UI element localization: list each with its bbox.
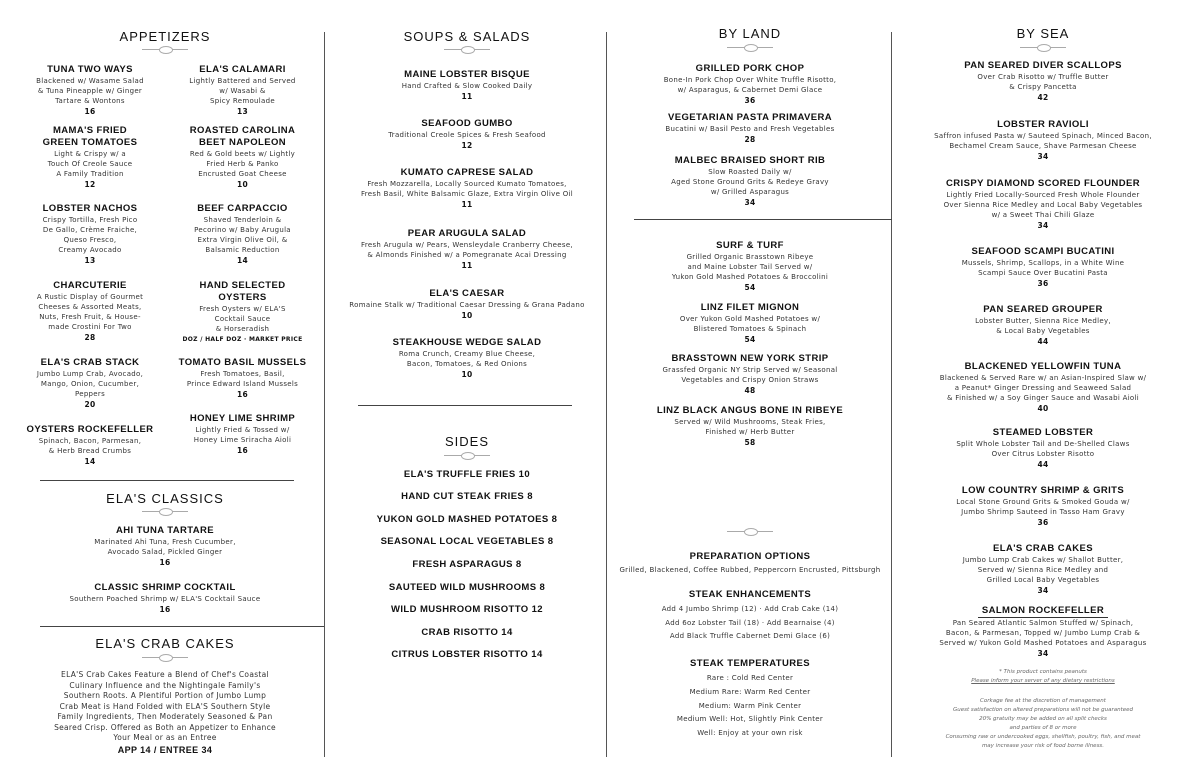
item-price: 16 <box>84 107 96 116</box>
sea-heading: BY SEA <box>1016 26 1070 41</box>
item-name: SEAFOOD SCAMPI BUCATINI <box>971 246 1115 257</box>
preparation-heading: PREPARATION OPTIONS <box>689 551 811 562</box>
item-description: Bucatini w/ Basil Pesto and Fresh Vegetables <box>665 125 835 133</box>
menu-item <box>893 485 1193 528</box>
item-name: HONEY LIME SHRIMP <box>189 413 296 424</box>
menu-item <box>893 304 1193 347</box>
temperature-line: Medium Rare: Warm Red Center <box>689 687 811 696</box>
item-name: ELA'S CAESAR <box>429 288 505 299</box>
item-name: STEAMED LOBSTER <box>992 427 1094 438</box>
menu-item <box>893 361 1193 414</box>
section-divider <box>40 480 294 481</box>
item-description: Saffron infused Pasta w/ Sauteed Spinach, Minced Bacon, Bechamel Cream Sauce, Shave Parmesan Cheese <box>934 132 1152 150</box>
item-name: LINZ FILET MIGNON <box>700 302 800 313</box>
item-name: MAINE LOBSTER BISQUE <box>404 69 530 80</box>
allergy-footnote: Please inform your server of any dietary restrictions <box>971 678 1115 684</box>
item-price: 16 <box>236 390 249 399</box>
column-divider <box>606 32 607 757</box>
item-price: DOZ / HALF DOZ · MARKET PRICE <box>182 336 303 343</box>
item-price: 34 <box>744 198 756 207</box>
item-description: ELA'S Crab Cakes Feature a Blend of Chef's Coastal Culinary Influence and the Nightingale Family's Southern Roots. A Plentiful Portion of Jumbo Lump Crab Meat is Hand Folded with ELA'S Southern Style Family Ingredients, Then Moderately Seasoned & Pan Seared Crisp. Offered as Both an Appetizer to Enhance Your Meal or as an Entree <box>54 670 276 742</box>
menu-item <box>893 605 1193 659</box>
enhancements-heading: STEAK ENHANCEMENTS <box>688 589 812 600</box>
temperature-line: Rare : Cold Red Center <box>706 674 794 682</box>
menu-item <box>165 203 320 266</box>
item-name: TOMATO BASIL MUSSELS <box>178 357 307 368</box>
side-item: ELA'S TRUFFLE FRIES 10 <box>403 469 531 480</box>
item-price: 10 <box>236 180 249 189</box>
item-name: ELA'S CALAMARI <box>199 64 286 75</box>
item-name: LOBSTER NACHOS <box>42 203 138 214</box>
preparation-list: Grilled, Blackened, Coffee Rubbed, Peppercorn Encrusted, Pittsburgh <box>619 566 881 574</box>
item-description: Lobster Butter, Sienna Rice Medley, & Local Baby Vegetables <box>975 317 1111 335</box>
item-description: Light & Crispy w/ a Touch Of Creole Sauce A Family Tradition <box>47 150 133 178</box>
item-name: KUMATO CAPRESE SALAD <box>400 167 534 178</box>
item-description: Traditional Creole Spices & Fresh Seafood <box>388 131 546 139</box>
column-divider <box>324 32 325 757</box>
item-price: 10 <box>461 311 473 320</box>
sides-heading: SIDES <box>444 434 489 449</box>
flourish-ornament <box>727 528 773 536</box>
item-name: TUNA TWO WAYS <box>47 64 133 75</box>
section-divider <box>634 219 892 220</box>
item-description: Local Stone Ground Grits & Smoked Gouda w/ Jumbo Shrimp Sauteed in Tasso Ham Gravy <box>956 498 1130 516</box>
item-description: Fresh Oysters w/ ELA'S Cocktail Sauce & Horseradish <box>199 305 286 333</box>
item-name: BEEF CARPACCIO <box>197 203 288 214</box>
item-name: CHARCUTERIE <box>53 280 127 291</box>
menu-item <box>328 69 606 102</box>
item-name: SURF & TURF <box>716 240 784 251</box>
item-name: AHI TUNA TARTARE <box>115 525 215 536</box>
item-description: A Rustic Display of Gourmet Cheeses & Assorted Meats, Nuts, Fresh Fruit, & House- made Crostini For Two <box>36 293 144 331</box>
enhancement-line: Add 4 Jumbo Shrimp (12) · Add Crab Cake (14) <box>661 605 839 613</box>
menu-item <box>893 427 1193 470</box>
menu-item <box>612 112 888 145</box>
side-item: CITRUS LOBSTER RISOTTO 14 <box>391 649 543 660</box>
item-price: 28 <box>84 333 96 342</box>
side-item: FRESH ASPARAGUS 8 <box>412 559 522 570</box>
item-price: 14 <box>84 457 96 466</box>
item-price: 36 <box>1037 518 1049 527</box>
item-price: 11 <box>461 200 473 209</box>
menu-item <box>893 119 1193 162</box>
item-name: SALMON ROCKEFELLER <box>978 605 1108 618</box>
item-name: OYSTERS ROCKEFELLER <box>26 424 154 435</box>
menu-item <box>165 280 320 345</box>
menu-item <box>612 353 888 396</box>
item-description: Grassfed Organic NY Strip Served w/ Seasonal Vegetables and Crispy Onion Straws <box>662 366 838 384</box>
item-name: CLASSIC SHRIMP COCKTAIL <box>94 582 236 593</box>
item-price: 54 <box>744 335 756 344</box>
flourish-ornament <box>142 508 188 516</box>
item-price: 34 <box>1037 586 1049 595</box>
item-price: 10 <box>461 370 473 379</box>
temperatures-heading: STEAK TEMPERATURES <box>690 658 810 669</box>
item-name: CRISPY DIAMOND SCORED FLOUNDER <box>946 178 1140 189</box>
menu-item <box>10 424 170 467</box>
item-description: Served w/ Wild Mushrooms, Steak Fries, Finished w/ Herb Butter <box>674 418 826 436</box>
item-price: 58 <box>744 438 756 447</box>
item-description: Hand Crafted & Slow Cooked Daily <box>401 82 533 90</box>
soups-heading: SOUPS & SALADS <box>403 29 531 44</box>
section-divider <box>40 626 324 627</box>
item-description: Lightly Fried & Tossed w/ Honey Lime Sriracha Aioli <box>193 426 292 444</box>
item-name: ELA'S CRAB CAKES <box>993 543 1093 554</box>
appetizers-heading: APPETIZERS <box>119 29 211 44</box>
item-name: MALBEC BRAISED SHORT RIB <box>674 155 826 166</box>
item-name: VEGETARIAN PASTA PRIMAVERA <box>668 112 832 123</box>
menu-item <box>612 155 888 208</box>
steak-temperatures <box>612 658 888 741</box>
item-name: SEAFOOD GUMBO <box>421 118 513 129</box>
menu-item <box>612 63 888 106</box>
enhancement-line: Add Black Truffle Cabernet Demi Glace (6) <box>669 632 831 640</box>
menu-item <box>328 228 606 271</box>
item-description: Southern Poached Shrimp w/ ELA'S Cocktail Sauce <box>69 595 261 603</box>
item-name: MAMA'S FRIED GREEN TOMATOES <box>42 125 138 148</box>
menu-item <box>10 64 170 117</box>
item-name: PAN SEARED GROUPER <box>983 304 1103 315</box>
column-appetizers <box>10 0 320 775</box>
item-description: Blackened & Served Rare w/ an Asian-Inspired Slaw w/ a Peanut* Ginger Dressing and Seaweed Salad & Finished w/ a Soy Ginger Sauce and Wasabi Aioli <box>939 374 1147 402</box>
item-name: PAN SEARED DIVER SCALLOPS <box>964 60 1122 71</box>
menu-item <box>612 240 888 293</box>
menu-item <box>612 302 888 345</box>
item-price: 12 <box>84 180 96 189</box>
item-description: Shaved Tenderloin & Pecorino w/ Baby Arugula Extra Virgin Olive Oil, & Balsamic Reduction <box>194 216 291 254</box>
menu-item <box>10 203 170 266</box>
item-price: 44 <box>1037 337 1049 346</box>
column-divider <box>891 32 892 757</box>
menu-item <box>893 543 1193 596</box>
menu-item <box>893 60 1193 103</box>
item-price: 16 <box>159 558 171 567</box>
item-price: 48 <box>744 386 756 395</box>
item-description: Grilled Organic Brasstown Ribeye and Maine Lobster Tail Served w/ Yukon Gold Mashed Potatoes & Broccolini <box>671 253 829 281</box>
item-price: 40 <box>1037 404 1049 413</box>
item-description: Lightly Battered and Served w/ Wasabi & Spicy Remoulade <box>189 77 296 105</box>
item-description: Mussels, Shrimp, Scallops, in a White Wine Scampi Sauce Over Bucatini Pasta <box>961 259 1125 277</box>
item-price: 14 <box>236 256 249 265</box>
menu-item <box>165 64 320 117</box>
crab-cakes-description <box>20 670 310 756</box>
item-description: Split Whole Lobster Tail and De-Shelled Claws Over Citrus Lobster Risotto <box>956 440 1130 458</box>
item-price: 28 <box>744 135 756 144</box>
item-price: 16 <box>236 446 249 455</box>
item-name: ROASTED CAROLINA BEET NAPOLEON <box>189 125 296 148</box>
land-heading: BY LAND <box>718 26 782 41</box>
item-price: 54 <box>744 283 756 292</box>
side-item: SAUTEED WILD MUSHROOMS 8 <box>388 582 546 593</box>
menu-item <box>328 288 606 321</box>
item-price: 42 <box>1037 93 1049 102</box>
item-name: HAND SELECTED OYSTERS <box>199 280 286 303</box>
column-soups-sides <box>328 0 606 775</box>
column-by-land <box>612 0 888 775</box>
item-price: 16 <box>159 605 171 614</box>
item-name: STEAKHOUSE WEDGE SALAD <box>392 337 542 348</box>
item-name: ELA'S CRAB STACK <box>40 357 140 368</box>
item-description: Fresh Tomatoes, Basil, Prince Edward Island Mussels <box>186 370 299 388</box>
item-name: GRILLED PORK CHOP <box>695 63 805 74</box>
item-description: Crispy Tortilla, Fresh Pico De Gallo, Crème Fraiche, Queso Fresco, Creamy Avocado <box>42 216 138 254</box>
item-description: Fresh Arugula w/ Pears, Wensleydale Cranberry Cheese, & Almonds Finished w/ a Pomegranate Acai Dressing <box>361 241 573 259</box>
item-description: Pan Seared Atlantic Salmon Stuffed w/ Spinach, Bacon, & Parmesan, Topped w/ Jumbo Lump Crab & Served w/ Yukon Gold Mashed Potatoes and Asparagus <box>939 619 1147 647</box>
steak-enhancements <box>612 589 888 644</box>
item-description: Bone-In Pork Chop Over White Truffle Risotto, w/ Asparagus, & Cabernet Demi Glace <box>663 76 837 94</box>
item-name: BLACKENED YELLOWFIN TUNA <box>964 361 1122 372</box>
item-price: 44 <box>1037 460 1049 469</box>
section-divider <box>358 405 572 406</box>
side-item: YUKON GOLD MASHED POTATOES 8 <box>376 514 558 525</box>
flourish-ornament <box>444 452 490 460</box>
crab-cakes-heading: ELA'S CRAB CAKES <box>95 636 235 651</box>
item-description: Roma Crunch, Creamy Blue Cheese, Bacon, Tomatoes, & Red Onions <box>398 350 536 368</box>
menu-item <box>165 413 320 456</box>
item-description: Jumbo Lump Crab Cakes w/ Shallot Butter, Served w/ Sienna Rice Medley and Grilled Local Baby Vegetables <box>962 556 1124 584</box>
peanut-footnote: * This product contains peanuts <box>999 669 1087 675</box>
flourish-ornament <box>444 46 490 54</box>
item-name: BRASSTOWN NEW YORK STRIP <box>671 353 829 364</box>
temperature-line: Medium: Warm Pink Center <box>698 701 802 710</box>
item-name: LOW COUNTRY SHRIMP & GRITS <box>961 485 1125 496</box>
menu-item <box>328 337 606 380</box>
item-price: 11 <box>461 92 473 101</box>
flourish-ornament <box>727 44 773 52</box>
item-description: Marinated Ahi Tuna, Fresh Cucumber, Avocado Salad, Pickled Ginger <box>94 538 236 556</box>
item-price: 11 <box>461 261 473 270</box>
side-item: HAND CUT STEAK FRIES 8 <box>401 491 533 502</box>
flourish-ornament <box>1020 44 1066 52</box>
item-description: Jumbo Lump Crab, Avocado, Mango, Onion, Cucumber, Peppers <box>36 370 144 398</box>
temperature-line: Well: Enjoy at your own risk <box>697 729 803 738</box>
menu-item <box>893 178 1193 231</box>
enhancement-line: Add 6oz Lobster Tail (18) · Add Bearnaise (4) <box>665 618 835 627</box>
item-price: 34 <box>1037 221 1049 230</box>
item-description: Spinach, Bacon, Parmesan, & Herb Bread Crumbs <box>38 437 142 455</box>
item-price: 34 <box>1037 649 1049 658</box>
item-price: 13 <box>84 256 96 265</box>
classics-heading: ELA'S CLASSICS <box>106 491 224 506</box>
menu-item <box>612 405 888 448</box>
item-price: 13 <box>236 107 249 116</box>
policy-footnote: Corkage fee at the discretion of management Guest satisfaction on altered preparations will not be guaranteed 20% gratuity may be added on all split checks and parties of 8 or more Consuming raw or undercooked eggs, shellfish, poultry, fish, and meat may increase your risk of food borne illness. <box>945 698 1141 749</box>
item-description: Over Yukon Gold Mashed Potatoes w/ Blistered Tomatoes & Spinach <box>679 315 821 333</box>
item-price: 12 <box>461 141 473 150</box>
item-description: Over Crab Risotto w/ Truffle Butter & Crispy Pancetta <box>977 73 1109 91</box>
item-description: Red & Gold beets w/ Lightly Fried Herb & Panko Encrusted Goat Cheese <box>189 150 296 178</box>
item-description: Fresh Mozzarella, Locally Sourced Kumato Tomatoes, Fresh Basil, White Balsamic Glaze, Extra Virgin Olive Oil <box>360 180 574 198</box>
menu-item <box>10 280 170 343</box>
menu-item <box>10 525 320 568</box>
item-description: Romaine Stalk w/ Traditional Caesar Dressing & Grana Padano <box>349 301 585 309</box>
menu-item <box>10 582 320 615</box>
menu-item <box>165 357 320 400</box>
item-description: Slow Roasted Daily w/ Aged Stone Ground Grits & Redeye Gravy w/ Grilled Asparagus <box>671 168 829 196</box>
menu-item <box>328 118 606 151</box>
preparation-options <box>612 551 888 575</box>
side-item: SEASONAL LOCAL VEGETABLES 8 <box>380 536 554 547</box>
temperature-line: Medium Well: Hot, Slightly Pink Center <box>676 715 824 724</box>
item-description: Blackened w/ Wasame Salad & Tuna Pineapple w/ Ginger Tartare & Wontons <box>36 77 144 105</box>
item-price: 36 <box>744 96 756 105</box>
flourish-ornament <box>142 46 188 54</box>
item-name: LINZ BLACK ANGUS BONE IN RIBEYE <box>656 405 844 416</box>
item-price: 36 <box>1037 279 1049 288</box>
menu-item <box>893 246 1193 289</box>
flourish-ornament <box>142 654 188 662</box>
menu-item <box>328 167 606 210</box>
item-price: APP 14 / ENTREE 34 <box>117 744 213 755</box>
side-item: WILD MUSHROOM RISOTTO 12 <box>391 604 543 615</box>
item-price: 20 <box>84 400 96 409</box>
side-item: CRAB RISOTTO 14 <box>421 627 513 638</box>
item-name: LOBSTER RAVIOLI <box>997 119 1089 130</box>
menu-item <box>10 125 170 190</box>
item-description: Lightly Fried Locally-Sourced Fresh Whole Flounder Over Sienna Rice Medley and Local Baby Vegetables w/ a Sweet Thai Chili Glaze <box>943 191 1143 219</box>
menu-item <box>10 357 170 410</box>
item-price: 34 <box>1037 152 1049 161</box>
menu-item <box>165 125 320 190</box>
item-name: PEAR ARUGULA SALAD <box>407 228 527 239</box>
column-by-sea <box>893 0 1193 775</box>
